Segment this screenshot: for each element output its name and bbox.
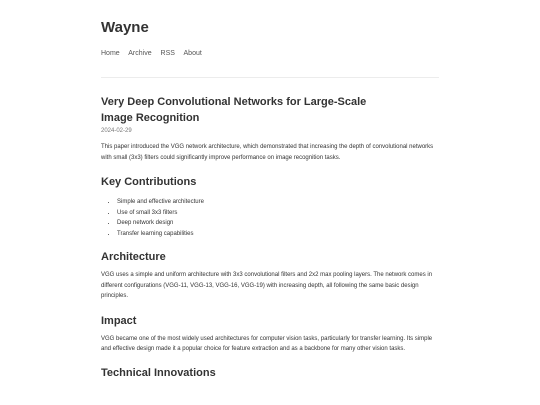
post-title: Very Deep Convolutional Networks for Large-Scale Image Recognition bbox=[101, 96, 367, 124]
page-container bbox=[101, 0, 439, 380]
list-item: • Transfer learning capabilities bbox=[117, 229, 439, 240]
post-intro: This paper introduced the VGG network architecture, which demonstrated that increasing the depth of convolutional networks with small (3x3) filters could significantly improve performance on image recognition tasks. bbox=[101, 144, 434, 161]
header-divider bbox=[101, 77, 439, 78]
section-heading-key-contributions: Key Contributions bbox=[101, 176, 197, 188]
site-header bbox=[101, 0, 439, 59]
list-item: • Simple and effective architecture bbox=[117, 197, 439, 208]
post-date: 2024-02-29 bbox=[101, 128, 132, 134]
nav-home-link[interactable]: Home bbox=[101, 50, 120, 57]
nav-about-link[interactable]: About bbox=[183, 50, 202, 57]
section-heading-architecture: Architecture bbox=[101, 251, 166, 263]
main-nav bbox=[101, 49, 439, 59]
section-heading-technical-innovations: Technical Innovations bbox=[101, 366, 216, 379]
list-item: • Use of small 3x3 filters bbox=[117, 208, 439, 219]
list-item: • Deep network design bbox=[117, 218, 439, 229]
key-contributions-list bbox=[101, 197, 439, 239]
site-title[interactable]: Wayne bbox=[101, 19, 149, 36]
architecture-paragraph: VGG uses a simple and uniform architecture with 3x3 convolutional filters and 2x2 max pooling layers. The network comes in different configurations (VGG-11, VGG-13, VGG-16, VGG-19) with increasing depth, all following the same basic design principles. bbox=[101, 272, 433, 299]
nav-archive-link[interactable]: Archive bbox=[128, 50, 152, 57]
post-article bbox=[101, 94, 439, 380]
section-heading-impact: Impact bbox=[101, 314, 137, 327]
nav-rss-link[interactable]: RSS bbox=[160, 50, 175, 57]
impact-paragraph: VGG became one of the most widely used architectures for computer vision tasks, particularly for transfer learning. Its simple and effective design made it a popular choice for feature extraction and as a backbone for many other vision tasks. bbox=[101, 335, 433, 352]
